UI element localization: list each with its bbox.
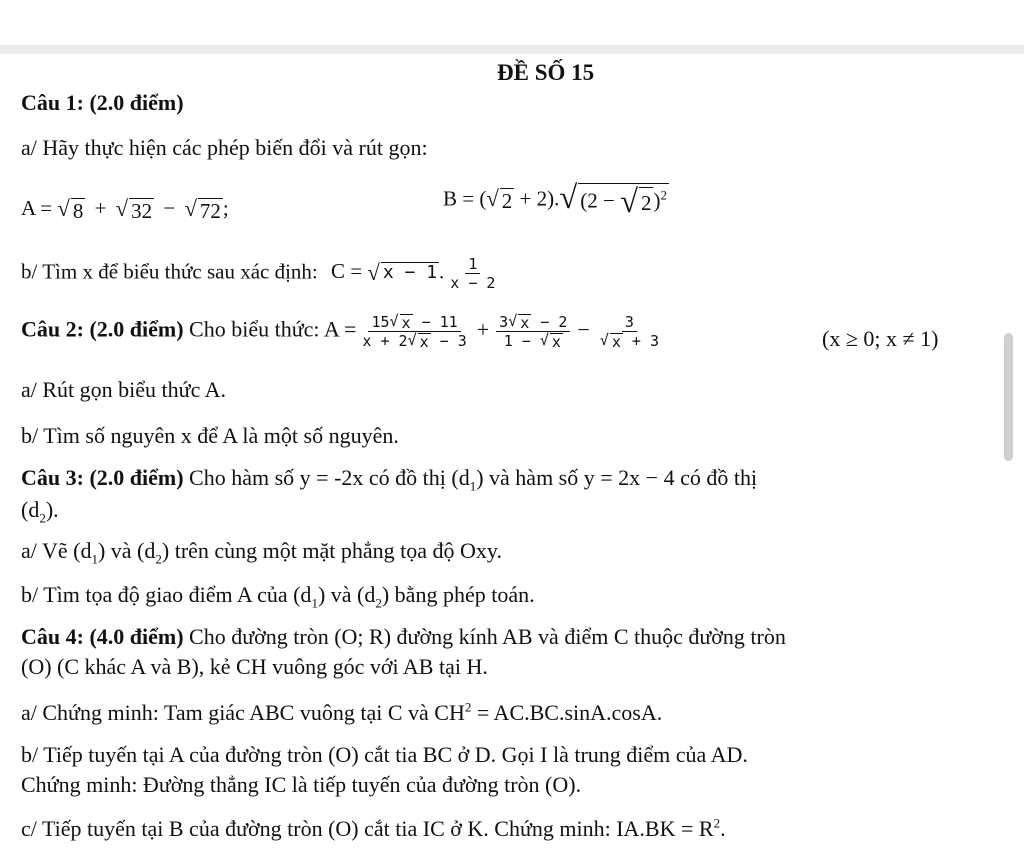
toolbar-divider — [0, 45, 1024, 54]
q2-frac-1: 15 √ x − 11 x + 2 √ x − 3 — [362, 312, 467, 351]
q4-part-a: a/ Chứng minh: Tam giác ABC vuông tại C và $CH^2 = AC.BC.\sin A.\cos A$. — [21, 699, 663, 725]
q2-part-a: a/ Rút gọn biểu thức A. — [21, 377, 227, 402]
q1-B-lhs: B = ( — [443, 186, 487, 211]
q2-frac-3: 3 √ x + 3 — [599, 313, 659, 351]
q1-B-inner-open: (2 − — [580, 188, 615, 213]
q2-condition: (x ≥ 0; x ≠ 1) — [822, 326, 939, 351]
q2-part-b: b/ Tìm số nguyên x để A là một số nguyên. — [21, 423, 399, 448]
q1-part-b-text: b/ Tìm x để biểu thức sau xác định: — [21, 259, 318, 284]
q1-C-lhs: C = — [331, 259, 363, 284]
q4-part-b-2: Chứng minh: Đường thẳng IC là tiếp tuyến của đường tròn (O). — [21, 772, 582, 797]
q3-part-b: b/ Tìm tọa độ giao điểm A của $(d_1)$ và $(d_2)$ bằng phép toán. — [21, 582, 535, 611]
q2-intro: Cho biểu thức: — [189, 316, 320, 342]
op-minus: − — [163, 196, 176, 220]
q4-line-1: Câu 4: (4.0 điểm) Cho đường tròn (O; R) đường kính AB và điểm C thuộc đường tròn — [21, 624, 786, 649]
sqrt-2-inner: √ 2 — [620, 184, 652, 220]
q2-A-lhs: A = — [323, 316, 357, 342]
sqrt-72: √ 72 — [184, 195, 221, 223]
sqrt-2: √ 2 — [486, 185, 513, 213]
q1-B-inner-close: ) — [653, 188, 661, 213]
q3-line-2: $(d_2)$. — [21, 497, 59, 526]
page-title: ĐỀ SỐ 15 — [497, 60, 595, 85]
q4-line-2: (O) (C khác A và B), kẻ CH vuông góc với AB tại H. — [21, 654, 488, 679]
q1-B-exp: 2 — [660, 187, 667, 203]
sqrt-outer: √ (2 − √ 2 )$^2$ — [559, 180, 667, 220]
q3-line-1: Câu 3: (2.0 điểm) Cho hàm số y = -2x có đồ thị $(d_1)$ và hàm số y = 2x − 4 có đồ thị — [21, 465, 758, 494]
q1-part-a: a/ Hãy thực hiện các phép biến đổi và rút gọn: — [21, 135, 428, 160]
q2-op-plus: + — [476, 316, 490, 342]
q2-line — [21, 313, 665, 350]
top-toolbar — [0, 0, 1024, 45]
q4-part-b-1: b/ Tiếp tuyến tại A của đường tròn (O) cắt tia BC ở D. Gọi I là trung điểm của AD. — [21, 742, 748, 767]
q2-frac-2: 3 √ x − 2 1 − √ x — [496, 313, 570, 350]
semicolon: ; — [222, 196, 229, 220]
q1-B-mid: + 2). — [519, 186, 560, 211]
q1-part-b — [21, 255, 501, 292]
frac-1-over-x-2: $\frac{1}{x - 2}$ — [450, 255, 496, 292]
sqrt-32: √ 32 — [115, 195, 153, 223]
q4-part-c: c/ Tiếp tuyến tại B của đường tròn (O) cắt tia IC ở K. Chứng minh: $IA.BK = R^2$. — [21, 815, 726, 841]
q1-expr-A — [21, 196, 229, 223]
op-plus: + — [94, 196, 107, 220]
scrollbar-thumb[interactable] — [1004, 333, 1013, 461]
q1-C-dot: . — [439, 259, 445, 284]
q2-header: Câu 2: (2.0 điểm) — [21, 316, 184, 342]
q1-header: Câu 1: (2.0 điểm) — [21, 90, 184, 115]
sqrt-x-minus-1: √ x − 1 — [367, 260, 438, 286]
q3-part-a: a/ Vẽ $(d_1)$ và $(d_2)$ trên cùng một mặt phẳng tọa độ Oxy. — [21, 538, 502, 567]
sqrt-8: √ 8 — [57, 195, 84, 223]
q2-op-minus: − — [577, 316, 590, 342]
q1-expr-B — [443, 180, 669, 220]
q1-A-lhs: A = — [21, 196, 53, 220]
